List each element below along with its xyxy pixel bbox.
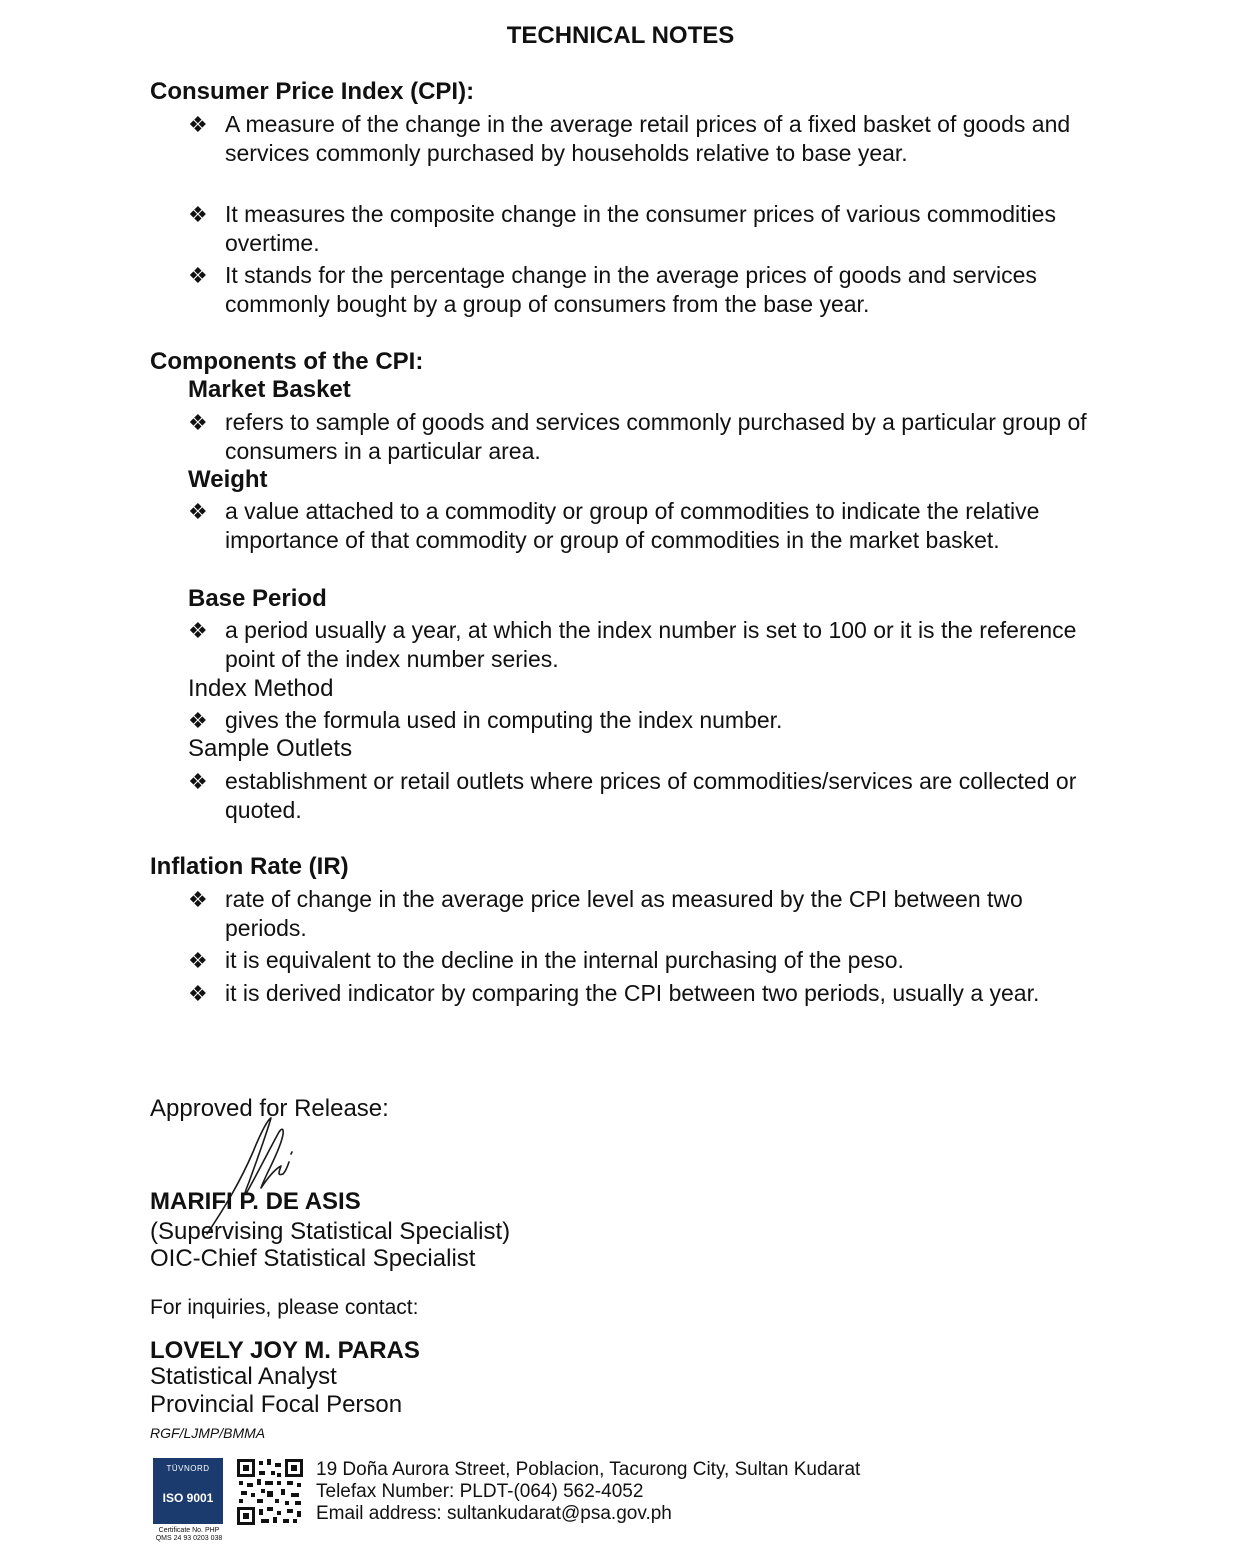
bullet-diamond-icon: ❖: [188, 112, 208, 137]
sample-outlets-label: Sample Outlets: [188, 735, 353, 762]
bullet-text: it is derived indicator by comparing the CPI between two periods, usually a year.: [225, 980, 1040, 1006]
bullet-diamond-icon: ❖: [188, 263, 208, 288]
approval-label: Approved for Release:: [150, 1095, 389, 1122]
bullet-text: It measures the composite change in the consumer prices of various commodities overtime.: [225, 201, 1056, 256]
bullet-diamond-icon: ❖: [188, 948, 208, 973]
approver-name: MARIFI P. DE ASIS: [150, 1188, 361, 1215]
contact-name: LOVELY JOY M. PARAS: [150, 1337, 420, 1364]
bullet-diamond-icon: ❖: [188, 410, 208, 435]
bullet-text: establishment or retail outlets where prices of commodities/services are collected or quoted.: [225, 768, 1077, 823]
bullet-text: A measure of the change in the average retail prices of a fixed basket of goods and services commonly purchased by households relative to base year.: [225, 111, 1071, 166]
bullet-diamond-icon: ❖: [188, 887, 208, 912]
cpi-bullet-1: [188, 110, 1088, 168]
iso-brand: TÜVNORD: [166, 1464, 210, 1473]
inflation-bullet-1: [188, 885, 1088, 943]
certificate-number: [148, 1527, 230, 1543]
bullet-text: it is equivalent to the decline in the internal purchasing of the peso.: [225, 947, 904, 973]
bullet-text: refers to sample of goods and services commonly purchased by a particular group of consumers in a particular area.: [225, 409, 1087, 464]
contact-label: For inquiries, please contact:: [150, 1296, 419, 1319]
inflation-heading: Inflation Rate (IR): [150, 853, 349, 880]
initials: RGF/LJMP/BMMA: [150, 1425, 266, 1441]
weight-label: Weight: [188, 466, 268, 493]
index-method-label: Index Method: [188, 675, 334, 702]
cpi-heading: Consumer Price Index (CPI):: [150, 78, 475, 105]
cpi-bullet-2: [188, 200, 1088, 258]
cpi-bullet-3: [188, 261, 1088, 319]
iso-label: ISO 9001: [162, 1491, 214, 1505]
sample-outlets-bullet: [188, 767, 1088, 825]
inflation-bullet-2: [188, 946, 1088, 975]
weight-bullet: [188, 497, 1088, 555]
bullet-diamond-icon: ❖: [188, 708, 208, 733]
index-method-bullet: [188, 706, 1088, 735]
bullet-text: gives the formula used in computing the index number.: [225, 707, 783, 733]
bullet-text: a period usually a year, at which the index number is set to 100 or it is the reference point of the index number series.: [225, 617, 1077, 672]
bullet-diamond-icon: ❖: [188, 769, 208, 794]
page-title: TECHNICAL NOTES: [506, 22, 735, 49]
bullet-text: a value attached to a commodity or group of commodities to indicate the relative importance of that commodity or group of commodities in the market basket.: [225, 498, 1040, 553]
approver-position-2: OIC-Chief Statistical Specialist: [150, 1245, 476, 1272]
contact-position-2: Provincial Focal Person: [150, 1391, 403, 1418]
bullet-diamond-icon: ❖: [188, 618, 208, 643]
inflation-bullet-3: [188, 979, 1088, 1008]
bullet-diamond-icon: ❖: [188, 499, 208, 524]
footer-email: Email address: sultankudarat@psa.gov.ph: [316, 1503, 672, 1524]
contact-position-1: Statistical Analyst: [150, 1363, 337, 1390]
iso-9001-badge: [153, 1458, 223, 1524]
cert-line-1: Certificate No. PHP: [158, 1527, 220, 1534]
market-basket-bullet: [188, 408, 1088, 466]
market-basket-label: Market Basket: [188, 376, 351, 403]
qr-code-icon: [237, 1459, 303, 1525]
bullet-diamond-icon: ❖: [188, 981, 208, 1006]
footer-telefax: Telefax Number: PLDT-(064) 562-4052: [316, 1481, 644, 1502]
footer-address: 19 Doña Aurora Street, Poblacion, Tacurong City, Sultan Kudarat: [316, 1459, 861, 1480]
bullet-text: rate of change in the average price level as measured by the CPI between two periods.: [225, 886, 1023, 941]
cert-line-2: QMS 24 93 0203 038: [155, 1535, 223, 1542]
components-heading: Components of the CPI:: [150, 348, 424, 375]
bullet-diamond-icon: ❖: [188, 202, 208, 227]
base-period-label: Base Period: [188, 585, 327, 612]
approver-position-1: (Supervising Statistical Specialist): [150, 1218, 511, 1245]
bullet-text: It stands for the percentage change in the average prices of goods and services commonly bought by a group of consumers from the base year.: [225, 262, 1037, 317]
base-period-bullet: [188, 616, 1088, 674]
